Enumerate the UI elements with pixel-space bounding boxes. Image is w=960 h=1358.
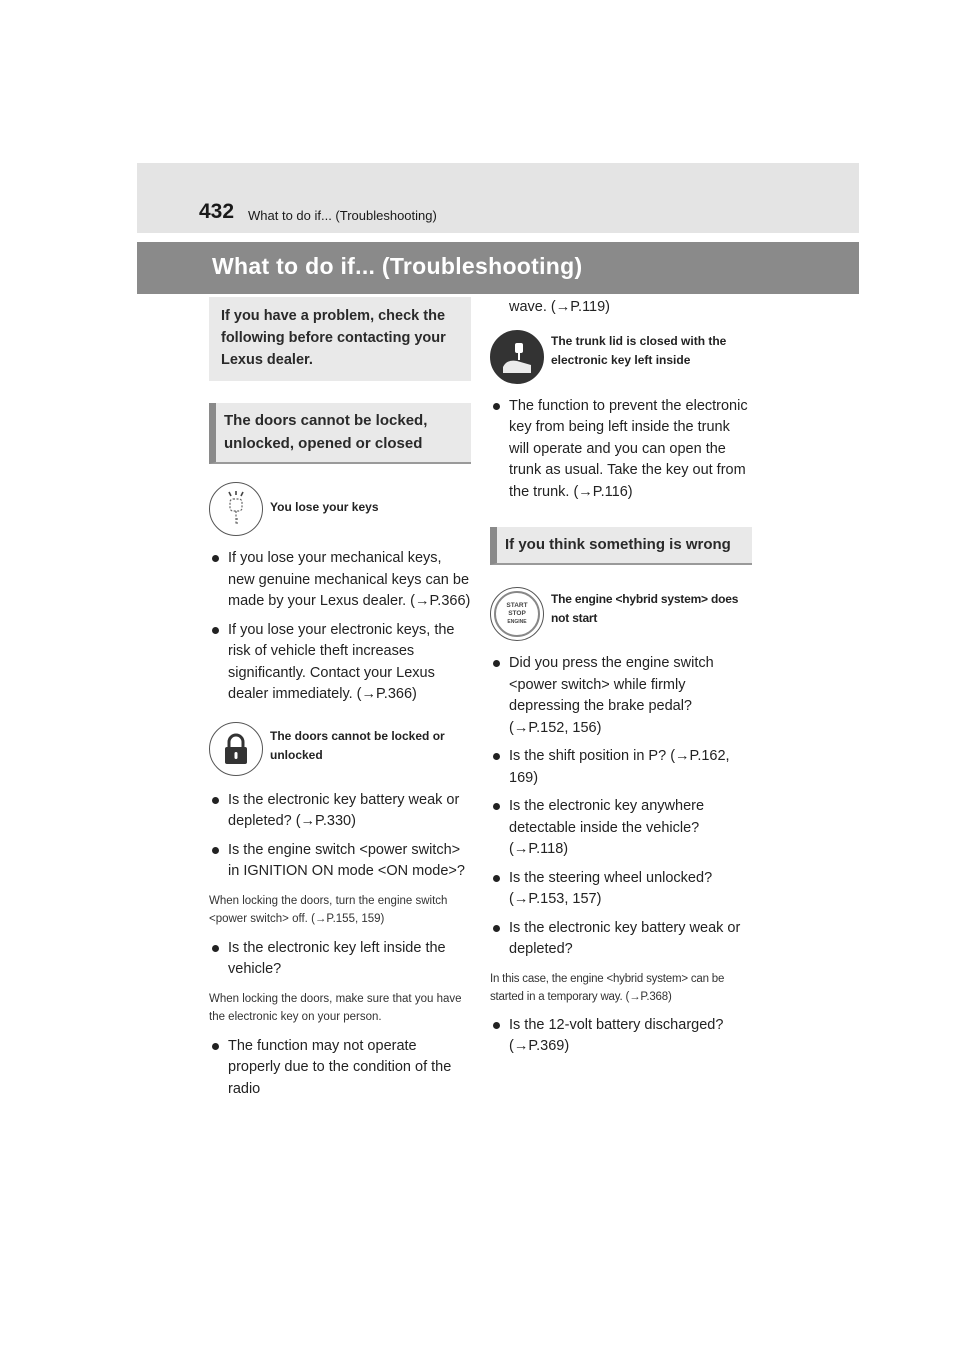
button-text-engine: ENGINE — [507, 619, 527, 625]
intro-box: If you have a problem, check the following before contacting your Lexus dealer. — [209, 297, 471, 381]
title-bar — [137, 242, 859, 294]
icon-row-trunk — [490, 330, 752, 384]
bullet-brake: Did you press the engine switch <power switch> while firmly depressing the brake pedal? (→P.152, 156) — [490, 653, 752, 739]
key-icon — [209, 482, 263, 536]
icon-row-lost-keys — [209, 482, 471, 536]
button-text-stop: STOP — [508, 610, 526, 617]
icon-row-engine — [490, 587, 752, 641]
bullet-detectable: Is the electronic key anywhere detectable inside the vehicle? (→P.118) — [490, 796, 752, 861]
bullet-mechanical-keys: If you lose your mechanical keys, new genuine mechanical keys can be made by your Lexus dealer. (→P.366) — [209, 548, 471, 613]
section-heading-wrong: If you think something is wrong — [490, 527, 752, 565]
running-title: What to do if... (Troubleshooting) — [248, 208, 437, 223]
note-engine: In this case, the engine <hybrid system> can be started in a temporary way. (→P.368) — [490, 972, 725, 1003]
trunk-key-icon — [490, 330, 544, 384]
icon-label-lost-keys: You lose your keys — [270, 500, 379, 514]
bullet-trunk: The function to prevent the electronic key from being left inside the trunk will operate and you can open the trunk as usual. Take the key out from the trunk. (→P.116) — [490, 396, 752, 504]
padlock-icon — [209, 722, 263, 776]
icon-row-lock — [209, 722, 471, 776]
bullet-electronic-keys: If you lose your electronic keys, the risk of vehicle theft increases significantly. Contact your Lexus dealer immediately. (→P.366) — [209, 620, 471, 706]
button-text-start: START — [506, 602, 528, 609]
page-number: 432 — [199, 200, 235, 223]
note-key-inside: When locking the doors, make sure that you have the electronic key on your person. — [209, 992, 462, 1023]
page-title: What to do if... (Troubleshooting) — [212, 253, 583, 279]
radio-continued: wave. (→P.119) — [509, 299, 611, 315]
left-column — [209, 297, 471, 1100]
icon-label-trunk: The trunk lid is closed with the electronic key left inside — [551, 333, 727, 367]
bullet-battery-weak: Is the electronic key battery weak or depleted? — [490, 918, 752, 961]
header-band — [137, 163, 859, 233]
bullet-radio: The function may not operate properly due to the condition of the radio — [209, 1036, 471, 1101]
bullet-shift: Is the shift position in P? (→P.162, 169) — [490, 746, 752, 789]
start-stop-button-icon — [490, 587, 544, 641]
bullet-key-inside: Is the electronic key left inside the vehicle? — [209, 938, 471, 981]
right-column — [490, 297, 752, 1058]
section-heading-doors: The doors cannot be locked, unlocked, opened or closed — [209, 403, 471, 464]
bullet-battery: Is the electronic key battery weak or depleted? (→P.330) — [209, 790, 471, 833]
icon-label-engine: The engine <hybrid system> does not start — [551, 592, 739, 625]
note-ignition: When locking the doors, turn the engine switch <power switch> off. (→P.155, 159) — [209, 894, 448, 925]
bullet-12v: Is the 12-volt battery discharged? (→P.369) — [490, 1015, 752, 1058]
bullet-ignition: Is the engine switch <power switch> in IGNITION ON mode <ON mode>? — [209, 840, 471, 883]
icon-label-lock: The doors cannot be locked or unlocked — [270, 728, 445, 762]
bullet-steering: Is the steering wheel unlocked? (→P.153, 157) — [490, 868, 752, 911]
